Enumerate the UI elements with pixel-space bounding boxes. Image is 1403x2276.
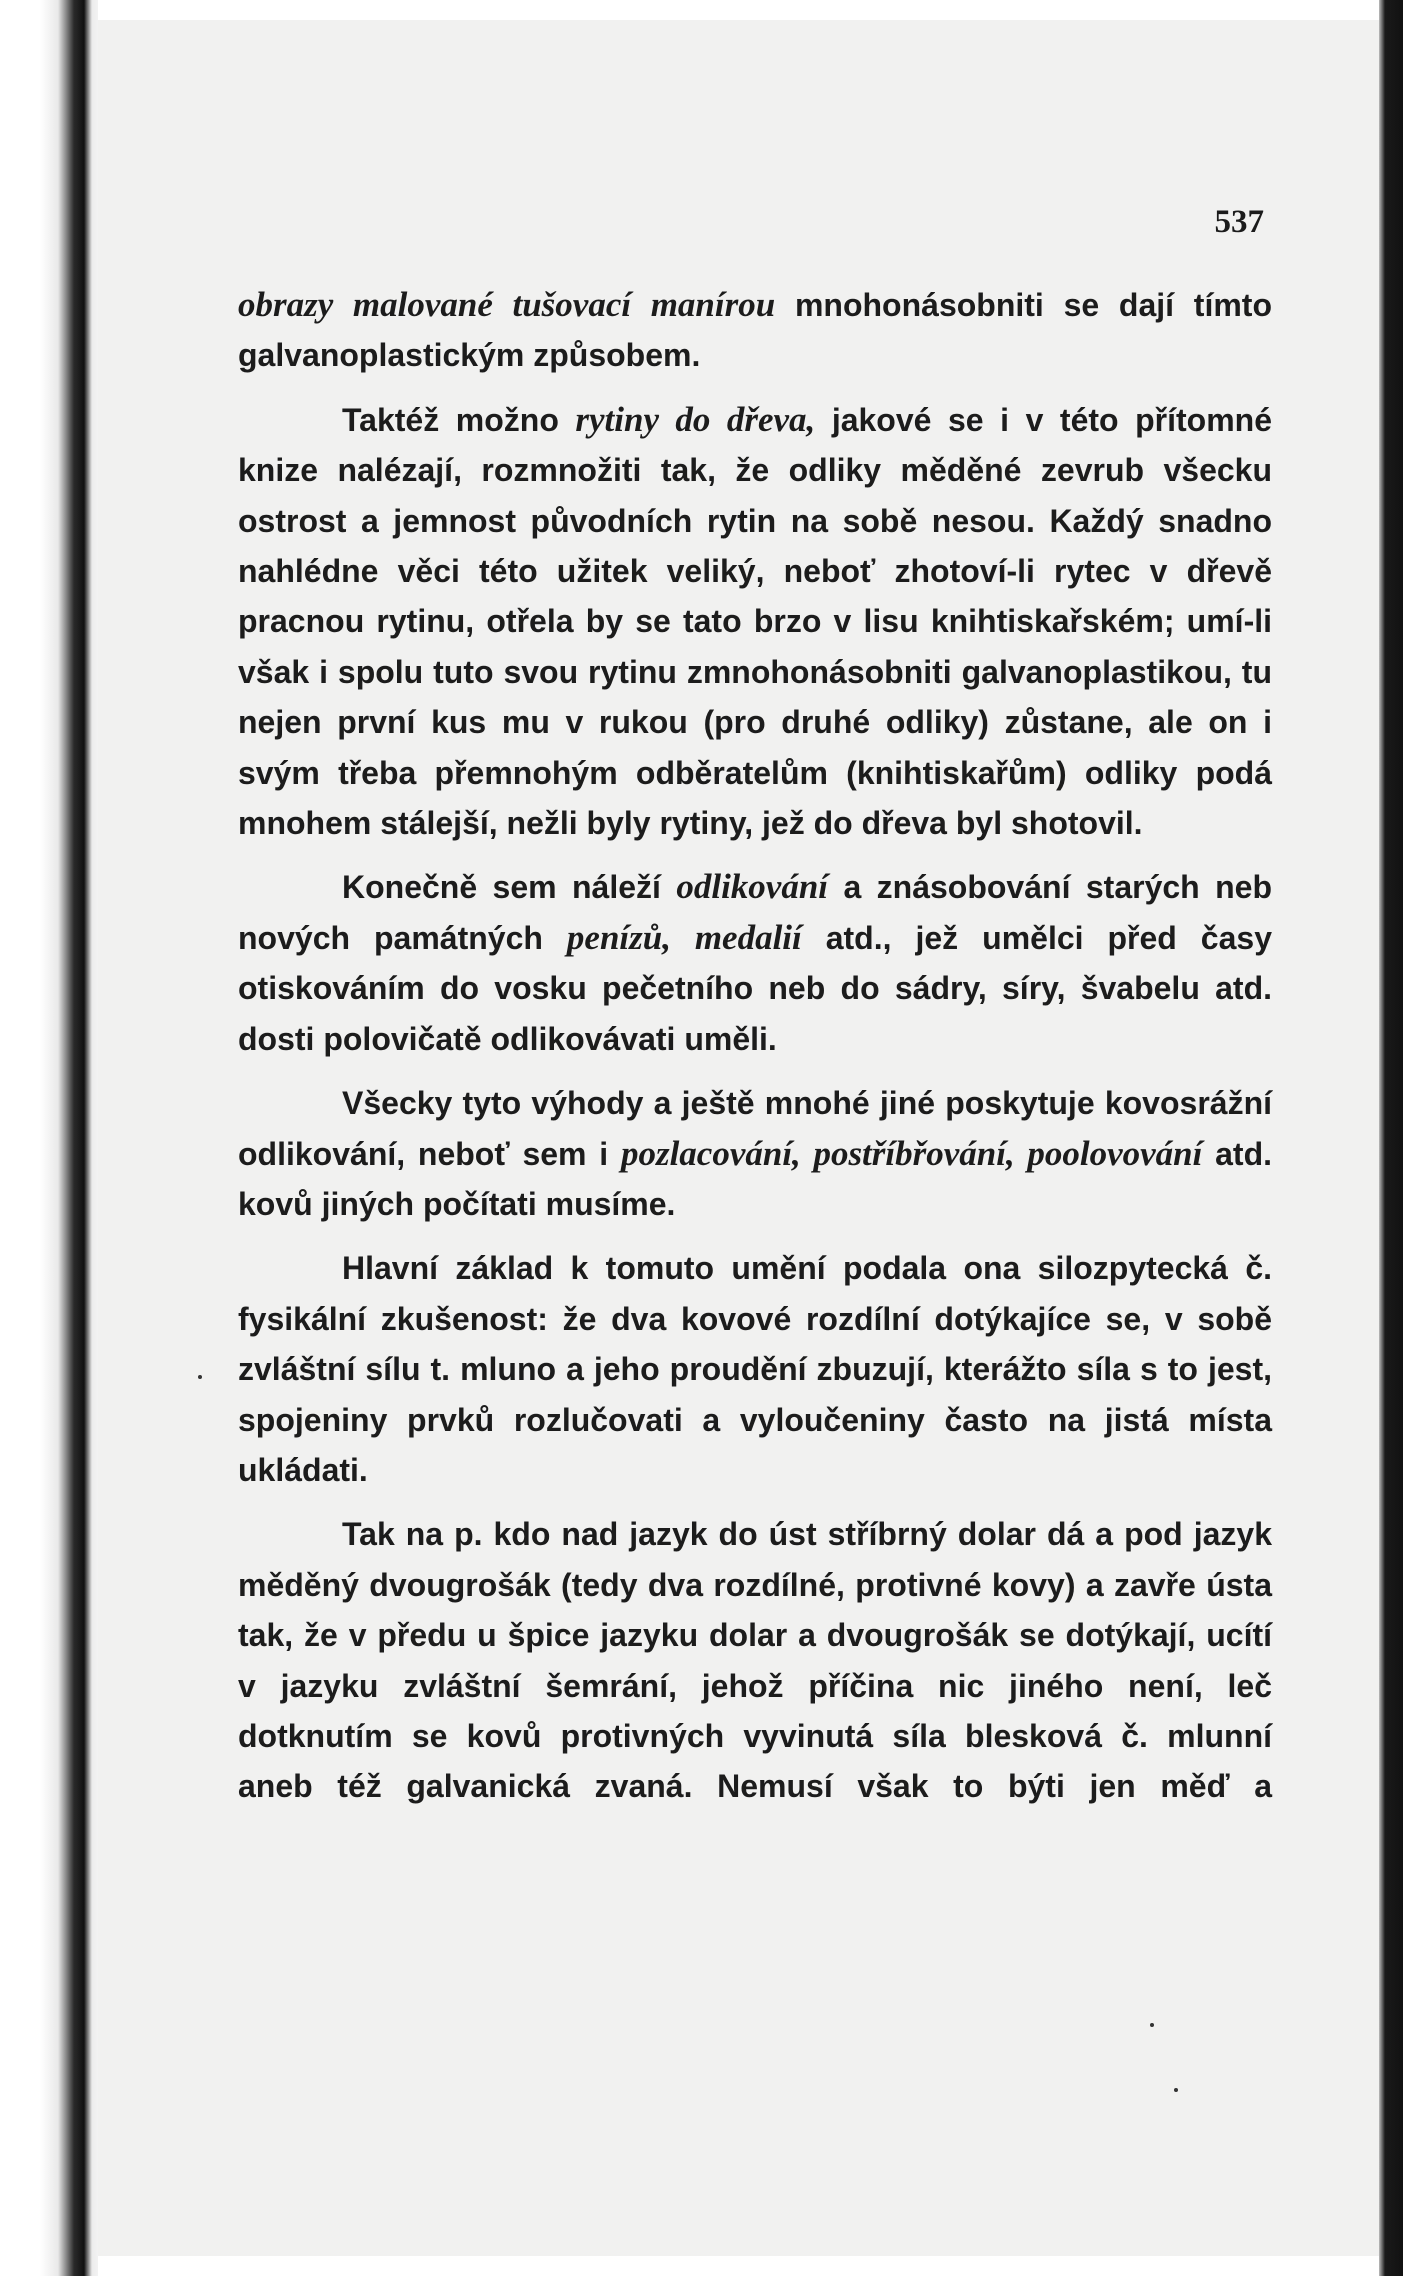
text-run: atd. kovů jiných počítati musíme. bbox=[238, 1135, 1273, 1222]
book-page bbox=[98, 20, 1379, 2256]
paragraph-5 bbox=[238, 1243, 1272, 1495]
text-run: mnohonásobniti se dají tímto galvanoplastickým způsobem. bbox=[238, 287, 1272, 374]
paragraph-4 bbox=[238, 1078, 1272, 1229]
text-run: a znásobování starých neb nových památných bbox=[238, 869, 1273, 956]
paragraph-3 bbox=[238, 862, 1272, 1064]
text-run: jakové se i v této přítomné knize nalézají, rozmnožiti tak, že odliky měděné zevrub všecku ostrost a jemnost původních rytin na sobě nesou. Každý snadno nahlédne věci této užitek veliký, neboť zhotoví-li rytec v dřevě pracnou rytinu, otřela by se tato brzo v lisu knihtiskařském; umí-li však i spolu tuto svou rytinu zmnohonásobniti galvanoplastikou, tu nejen první kus mu v rukou (pro druhé odliky) zůstane, ale on i svým třeba přemnohým odběratelům (knihtiskařům) odliky podá mnohem stálejší, nežli byly rytiny, jež do dřeva byl shotovil. bbox=[238, 401, 1272, 842]
text-run: Konečně sem náleží bbox=[342, 869, 677, 906]
text-run: Hlavní základ k tomuto umění podala ona silozpytecká č. fysikální zkušenost: že dva kovové rozdílní dotýkajíce se, v sobě zvláštní sílu t. mluno a jeho proudění zbuzují, kterážto síla s to jest, spojeniny prvků rozlučovati a vyloučeniny často na jistá místa ukládati. bbox=[238, 1250, 1272, 1488]
italic-phrase: odlikování bbox=[676, 867, 829, 907]
text-run: Všecky tyto výhody a ještě mnohé jiné poskytuje kovosrážní odlikování, neboť sem i bbox=[238, 1085, 1272, 1172]
paragraph-2 bbox=[238, 395, 1272, 849]
italic-phrase: obrazy malované tušovací manírou bbox=[238, 285, 776, 324]
paragraph-6 bbox=[238, 1509, 1272, 1811]
scan-speck bbox=[1150, 2023, 1154, 2027]
text-run: Tak na p. kdo nad jazyk do úst stříbrný dolar dá a pod jazyk měděný dvougrošák (tedy dva rozdílné, protivné kovy) a zavře ústa tak, že v předu u špice jazyku dolar a dvougrošák se dotýkají, ucítí v jazyku zvláštní šemrání, jehož příčina nic jiného není, leč dotknutím se kovů protivných vyvinutá síla blesková č. mlunní aneb též galvanická zvaná. Nemusí však to býti jen měď a bbox=[238, 1516, 1272, 1805]
italic-phrase: rytiny do dřeva, bbox=[575, 399, 816, 439]
page-number: 537 bbox=[1214, 204, 1264, 240]
body-text bbox=[238, 280, 1272, 1826]
text-run: atd., jež umělci před časy otiskováním do vosku pečetního neb do sádry, síry, švabelu atd. dosti polovičatě odlikovávati uměli. bbox=[238, 919, 1272, 1057]
italic-phrase: pozlacování, postříbřování, poolovování bbox=[620, 1133, 1203, 1173]
scan-speck bbox=[1174, 2088, 1178, 2092]
scan-border-right bbox=[1379, 0, 1403, 2276]
scan-border-left bbox=[0, 0, 98, 2276]
scan-speck bbox=[198, 1375, 202, 1379]
paragraph-1 bbox=[238, 280, 1272, 381]
text-run: Taktéž možno bbox=[342, 401, 576, 438]
italic-phrase: penízů, medalií bbox=[566, 917, 802, 957]
